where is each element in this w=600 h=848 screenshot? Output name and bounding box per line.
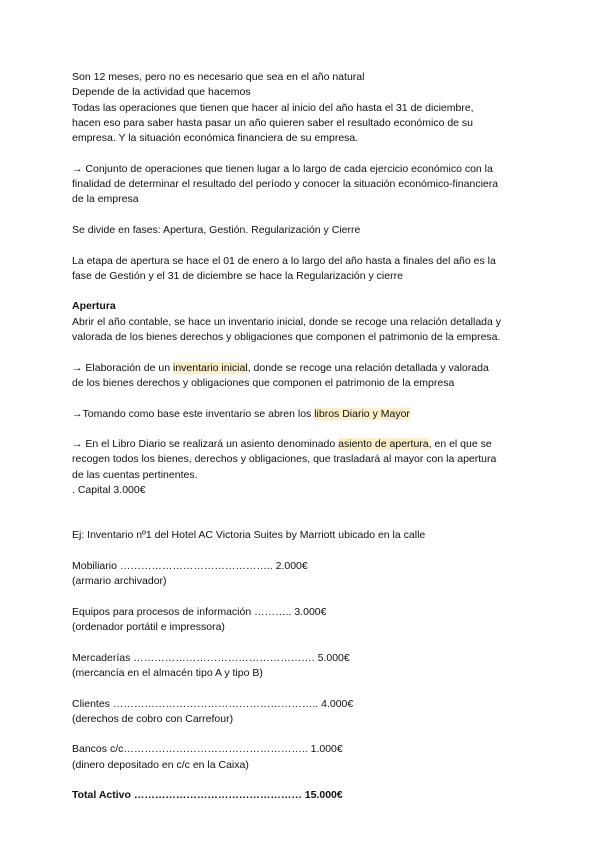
inventory-item-mobiliario: Mobiliario …………………………………….. 2.000€ <box>72 559 308 572</box>
highlight-libros-diario-mayor: libros Diario y Mayor <box>314 407 410 420</box>
inventory-note-equipos: (ordenador portátil e impressora) <box>72 621 225 634</box>
base-line: →Tomando como base este inventario se abren los libros Diario y Mayor <box>72 407 410 420</box>
apertura-line-1: Abrir el año contable, se hace un inventario inicial, donde se recoge una relación detallada y <box>72 315 502 328</box>
highlight-asiento-apertura: asiento de apertura <box>338 438 429 451</box>
intro-line-2: Depende de la actividad que hacemos <box>72 86 251 99</box>
elaboracion-line-2: de los bienes derechos y obligaciones que componen el patrimonio de la empresa <box>72 376 455 389</box>
inventory-item-mercaderias: Mercaderías ……………………………………………. 5.000€ <box>72 651 350 664</box>
example-title: Ej: Inventario nº1 del Hotel AC Victoria Suites by Marriott ubicado en la calle <box>72 529 426 542</box>
inventory-note-mobiliario: (armario archivador) <box>72 575 167 588</box>
phases-desc-line-2: fase de Gestión y el 31 de diciembre se hace la Regularización y cierre <box>72 269 403 282</box>
diario-line-3: de las cuentas pertinentes. <box>72 468 198 481</box>
phases-line: Se divide en fases: Apertura, Gestión. Regularización y Cierre <box>72 223 361 236</box>
highlight-inventario-inicial: inventario inicial <box>172 361 248 374</box>
inventory-note-bancos: (dinero depositado en c/c en la Caixa) <box>72 758 249 771</box>
intro-line-4: hacen eso para saber hasta pasar un año quieren saber el resultado económico de su <box>72 116 474 129</box>
elaboracion-line-1: → Elaboración de un inventario inicial, donde se recoge una relación detallada y valorada <box>72 361 489 374</box>
diario-line-2: recogen todos los bienes, derechos y obligaciones, que trasladará al mayor con la apertura <box>72 453 497 466</box>
phases-desc-line-1: La etapa de apertura se hace el 01 de enero a lo largo del año hasta a finales del año es la <box>72 254 496 267</box>
inventory-item-equipos: Equipos para procesos de información ……….. 3.000€ <box>72 605 327 618</box>
capital-line: . Capital 3.000€ <box>72 484 146 497</box>
intro-line-5: empresa. Y la situación económica financiera de su empresa. <box>72 132 359 145</box>
apertura-line-2: valorada de los bienes derechos y obligaciones que componen el patrimonio de la empresa. <box>72 331 501 344</box>
definition-line-2: finalidad de determinar el resultado del período y conocer la situación económico-financiera <box>72 178 499 191</box>
intro-line-3: Todas las operaciones que tienen que hacer al inicio del año hasta el 31 de diciembre, <box>72 101 474 114</box>
diario-line-1: → En el Libro Diario se realizará un asiento denominado asiento de apertura, en el que se <box>72 438 492 451</box>
document-body <box>72 70 542 804</box>
intro-line-1: Son 12 meses, pero no es necesario que sea en el año natural <box>72 71 365 83</box>
definition-line-1: → Conjunto de operaciones que tienen lugar a lo largo de cada ejercicio económico con la <box>72 162 493 175</box>
definition-line-3: de la empresa <box>72 193 139 206</box>
inventory-item-clientes: Clientes ………………………………………………….. 4.000€ <box>72 697 354 710</box>
apertura-heading: Apertura <box>72 300 116 313</box>
total-activo: Total Activo ………………………………………… 15.000€ <box>72 789 343 802</box>
inventory-note-mercaderias: (mercancía en el almacén tipo A y tipo B) <box>72 666 263 679</box>
inventory-item-bancos: Bancos c/c…………………………………………….. 1.000€ <box>72 743 343 756</box>
inventory-note-clientes: (derechos de cobro con Carrefour) <box>72 712 234 725</box>
